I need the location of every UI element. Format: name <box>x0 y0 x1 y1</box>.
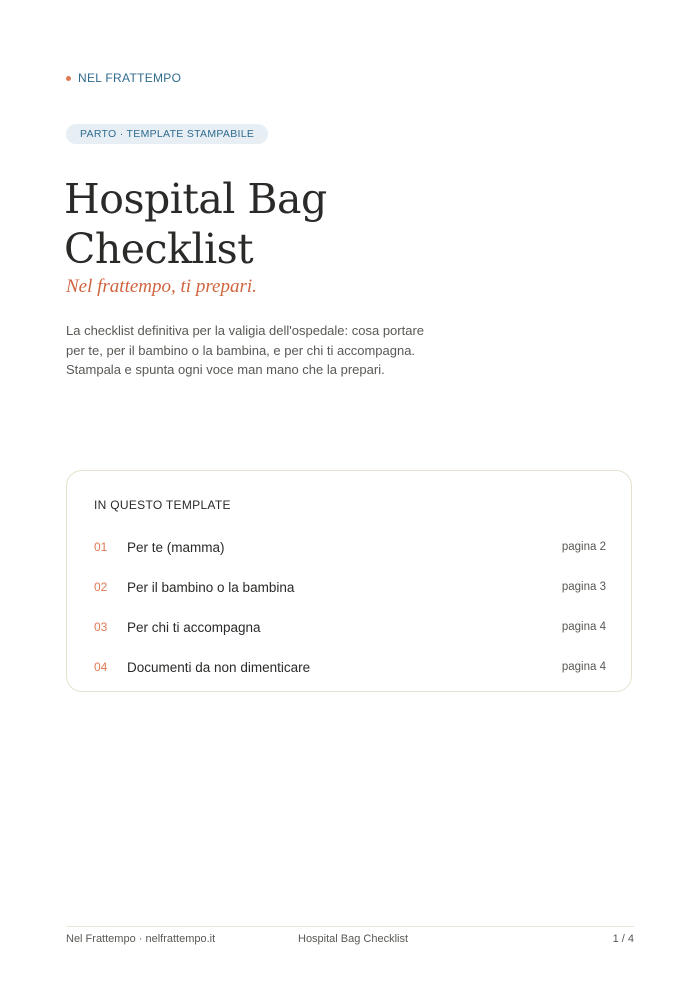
intro-text: La checklist definitiva per la valigia dell'ospedale: cosa portare per te, per il bambino o la bambina, e per chi ti accompagna. Stampala e spunta ogni voce man mano che la prepari. <box>66 323 425 377</box>
brand-dot-icon <box>66 76 71 81</box>
toc-item-page: pagina 3 <box>561 581 606 593</box>
page-subtitle: Nel frattempo, ti prepari. <box>66 276 257 297</box>
page-title: Hospital Bag Checklist <box>64 175 327 273</box>
toc-item-label: Documenti da non dimenticare <box>127 659 311 675</box>
brand-name: NEL FRATTEMPO <box>78 71 182 85</box>
toc-item <box>94 567 606 607</box>
toc-item-label: Per te (mamma) <box>127 539 225 555</box>
toc-item-number: 03 <box>94 620 108 634</box>
toc-heading: IN QUESTO TEMPLATE <box>94 498 231 512</box>
toc-item-number: 01 <box>94 540 108 554</box>
toc-item <box>94 527 606 567</box>
toc-item-page: pagina 4 <box>561 621 606 633</box>
toc-item-page: pagina 4 <box>561 661 606 673</box>
footer-site: Nel Frattempo · nelfrattempo.it <box>66 933 216 945</box>
toc-list <box>94 527 606 687</box>
toc-item-page: pagina 2 <box>561 541 606 553</box>
footer-page-number: 1 / 4 <box>612 933 634 945</box>
category-tag: PARTO · TEMPLATE STAMPABILE <box>66 124 268 144</box>
toc-item <box>94 647 606 687</box>
toc-item-label: Per il bambino o la bambina <box>127 579 295 595</box>
brand <box>66 71 181 85</box>
footer-doc-title: Hospital Bag Checklist <box>298 933 409 945</box>
toc-card <box>66 470 632 692</box>
toc-item-label: Per chi ti accompagna <box>127 619 261 635</box>
toc-item-number: 02 <box>94 580 108 594</box>
toc-item-number: 04 <box>94 660 108 674</box>
footer-divider <box>66 926 634 927</box>
toc-item <box>94 607 606 647</box>
